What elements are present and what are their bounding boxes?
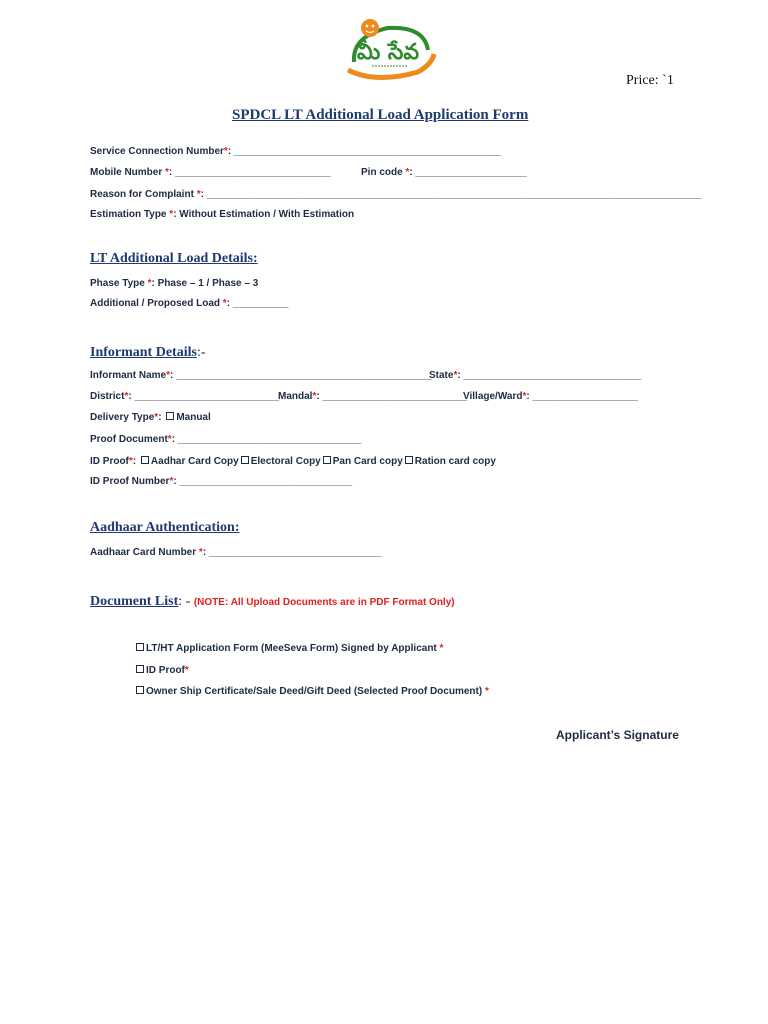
field-blank: : ________________________________________________ (227, 146, 501, 157)
pin-code-field[interactable] (361, 167, 527, 178)
field-blank: : _________________________________ (171, 434, 362, 445)
required-mark: * (124, 391, 129, 402)
field-sep: : (132, 456, 137, 467)
informant-heading-text: Informant Details (90, 345, 197, 360)
aadhaar-number-field[interactable] (90, 547, 381, 558)
mobile-number-field[interactable] (90, 167, 331, 178)
document-list-heading (90, 592, 455, 610)
field-options: : Phase – 1 / Phase – 3 (151, 278, 259, 289)
heading-suffix: : - (178, 594, 194, 609)
price-label: Price: `1 (626, 73, 674, 88)
required-mark: * (405, 167, 410, 178)
field-label: Phase Type (90, 278, 148, 289)
document-label: LT/HT Application Form (MeeSeva Form) Signed by Applicant (146, 643, 440, 654)
id-proof-number-field[interactable] (90, 476, 352, 487)
field-label: ID Proof Number (90, 476, 170, 487)
required-mark: * (154, 412, 159, 423)
estimation-type-field[interactable] (90, 209, 354, 220)
pan-checkbox[interactable] (323, 456, 331, 464)
field-label: Additional / Proposed Load (90, 298, 223, 309)
village-ward-field[interactable] (463, 391, 638, 402)
manual-option-label: Manual (176, 412, 211, 423)
field-label: District (90, 391, 125, 402)
proof-document-field[interactable] (90, 434, 361, 445)
field-options: : Without Estimation / With Estimation (173, 209, 355, 220)
required-mark: * (453, 370, 458, 381)
required-mark: * (222, 298, 227, 309)
heading-suffix: :- (196, 345, 206, 360)
field-blank: : __________ (226, 298, 289, 309)
applicant-signature-label: Applicant’s Signature (556, 728, 679, 742)
meeseva-logo (336, 14, 438, 86)
required-mark: * (169, 209, 174, 220)
svg-text:మీ సేవ: మీ సేవ (356, 40, 420, 65)
field-label: Service Connection Number (90, 146, 224, 157)
id-option-label: Electoral Copy (250, 456, 321, 467)
field-label: ID Proof (90, 456, 129, 467)
field-label: State (429, 370, 454, 381)
aadhar-checkbox[interactable] (141, 456, 149, 464)
required-mark: * (312, 391, 317, 402)
required-mark: * (128, 456, 133, 467)
field-blank: : __________________________ (128, 391, 280, 402)
document-item[interactable] (134, 643, 443, 654)
reason-field[interactable] (90, 189, 702, 200)
field-blank: : ____________________________ (168, 167, 331, 178)
document-label: ID Proof (146, 665, 185, 676)
field-label: Mandal (278, 391, 313, 402)
lt-load-heading: LT Additional Load Details: (90, 251, 258, 266)
id-option-label: Aadhar Card Copy (150, 456, 239, 467)
field-label: Aadhaar Card Number (90, 547, 199, 558)
id-proof-field (90, 456, 496, 467)
document-label: Owner Ship Certificate/Sale Deed/Gift Deed (Selected Proof Document) (146, 686, 485, 697)
required-mark: * (169, 476, 174, 487)
delivery-type-field (90, 412, 211, 423)
field-label: Mobile Number (90, 167, 166, 178)
field-blank: : ___________________ (526, 391, 639, 402)
id-option-label: Pan Card copy (332, 456, 403, 467)
field-blank: : ____________________ (409, 167, 527, 178)
field-label: Pin code (361, 167, 406, 178)
required-mark: * (196, 189, 201, 200)
mandal-field[interactable] (278, 391, 467, 402)
pdf-format-note: (NOTE: All Upload Documents are in PDF Format Only) (193, 597, 455, 608)
field-label: Village/Ward (463, 391, 523, 402)
ration-checkbox[interactable] (405, 456, 413, 464)
informant-name-field[interactable] (90, 370, 432, 381)
phase-type-field[interactable] (90, 278, 258, 289)
field-label: Reason for Complaint (90, 189, 197, 200)
field-sep: : (158, 412, 162, 423)
required-mark: * (166, 370, 171, 381)
field-blank: : ______________________________________________ (170, 370, 432, 381)
informant-heading (90, 343, 206, 361)
document-checkbox[interactable] (136, 643, 144, 651)
electoral-checkbox[interactable] (241, 456, 249, 464)
field-label: Informant Name (90, 370, 167, 381)
district-field[interactable] (90, 391, 279, 402)
field-label: Delivery Type (90, 412, 155, 423)
field-blank: : _______________________________ (173, 476, 352, 487)
field-blank: : _________________________________________________________________________________________ (200, 189, 702, 200)
required-mark: * (147, 278, 152, 289)
document-item[interactable] (134, 665, 189, 676)
required-mark: * (522, 391, 527, 402)
document-checkbox[interactable] (136, 665, 144, 673)
required-mark: * (223, 146, 228, 157)
field-blank: : __________________________ (316, 391, 468, 402)
field-blank: : _______________________________ (202, 547, 382, 558)
aadhaar-heading: Aadhaar Authentication: (90, 520, 240, 535)
form-title: SPDCL LT Additional Load Application Form (232, 107, 529, 123)
manual-checkbox[interactable] (166, 412, 174, 420)
service-connection-field[interactable] (90, 146, 501, 157)
document-checkbox[interactable] (136, 686, 144, 694)
required-mark: * (439, 643, 444, 654)
required-mark: * (167, 434, 172, 445)
document-list-heading-text: Document List (90, 594, 179, 609)
state-field[interactable] (429, 370, 641, 381)
required-mark: * (184, 665, 189, 676)
field-label: Proof Document (90, 434, 168, 445)
field-blank: : ________________________________ (457, 370, 642, 381)
field-label: Estimation Type (90, 209, 170, 220)
id-option-label: Ration card copy (414, 456, 496, 467)
required-mark: * (484, 686, 489, 697)
document-item[interactable] (134, 686, 489, 697)
proposed-load-field[interactable] (90, 298, 288, 309)
required-mark: * (198, 547, 203, 558)
required-mark: * (165, 167, 169, 178)
